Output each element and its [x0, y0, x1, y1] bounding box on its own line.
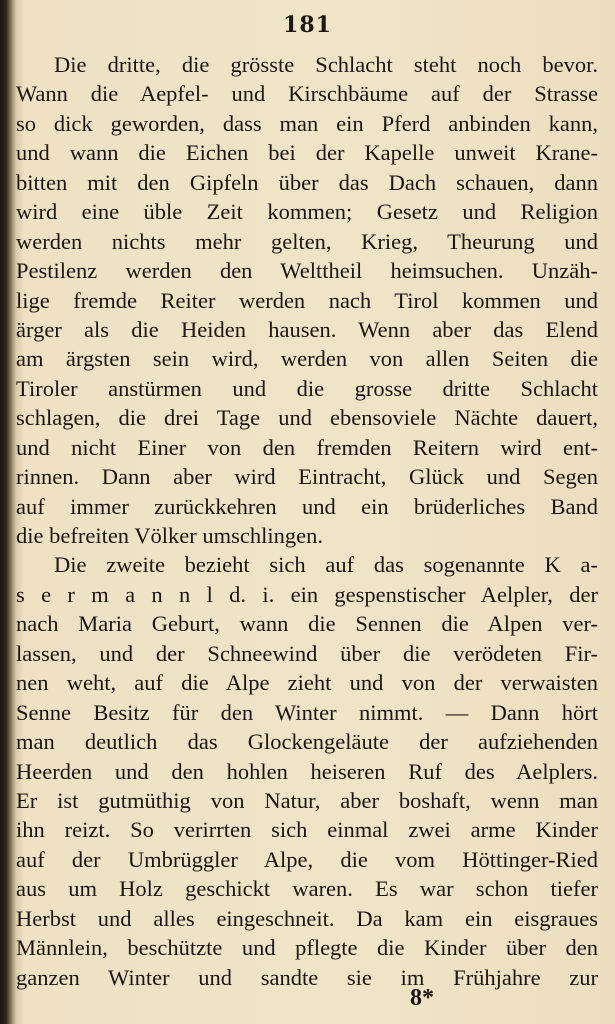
text-line: ganzen Winter und sandte sie im Frühjahre zur	[16, 964, 598, 990]
body-text	[16, 50, 598, 992]
text-line: rinnen. Dann aber wird Eintracht, Glück und Segen	[16, 464, 598, 490]
catchword: 8*	[410, 985, 434, 1011]
text-line: so dick geworden, dass man ein Pferd anbinden kann,	[16, 110, 598, 136]
text-line: s e r m a n n l d. i. ein gespenstischer Aelpler, der	[16, 581, 598, 607]
text-line: nen weht, auf die Alpe zieht und von der verwaisten	[16, 670, 598, 696]
text-line: Männlein, beschützte und pflegte die Kinder über den	[16, 935, 598, 961]
text-line: Er ist gutmüthig von Natur, aber boshaft, wenn man	[16, 787, 598, 813]
text-line: schlagen, die drei Tage und ebensoviele Nächte dauert,	[16, 405, 598, 431]
text-line: Herbst und alles eingeschneit. Da kam ein eisgraues	[16, 905, 598, 931]
text-line: wird eine üble Zeit kommen; Gesetz und Religion	[16, 199, 598, 225]
text-line: bitten mit den Gipfeln über das Dach schauen, dann	[16, 169, 598, 195]
text-line: aus um Holz geschickt waren. Es war schon tiefer	[16, 876, 598, 902]
text-line: auf der Umbrüggler Alpe, die vom Höttinger-Ried	[16, 846, 598, 872]
text-line: Pestilenz werden den Welttheil heimsuchen. Unzäh-	[16, 258, 598, 284]
text-line: Die dritte, die grösste Schlacht steht noch bevor.	[54, 52, 598, 77]
text-line: und nicht Einer von den fremden Reitern wird ent-	[16, 434, 598, 460]
text-line: am ärgsten sein wird, werden von allen Seiten die	[16, 346, 598, 372]
text-line: ärger als die Heiden hausen. Wenn aber das Elend	[16, 316, 598, 342]
text-line: lige fremde Reiter werden nach Tirol kommen und	[16, 287, 598, 313]
text-line: und wann die Eichen bei der Kapelle unweit Krane-	[16, 140, 598, 166]
page-number: 181	[283, 12, 332, 38]
text-line: lassen, und der Schneewind über die verödeten Fir-	[16, 640, 598, 666]
text-line: die befreiten Völker umschlingen.	[16, 523, 323, 548]
text-line: auf immer zurückkehren und ein brüderliches Band	[16, 493, 598, 519]
text-line: Heerden und den hohlen heiseren Ruf des Aelplers.	[16, 758, 598, 784]
text-line: Die zweite bezieht sich auf das sogenannte K a-	[54, 552, 598, 578]
text-line: Tiroler anstürmen und die grosse dritte Schlacht	[16, 375, 598, 401]
text-line: ihn reizt. So verirrten sich einmal zwei arme Kinder	[16, 817, 598, 843]
text-line: Senne Besitz für den Winter nimmt. — Dann hört	[16, 699, 598, 725]
text-line: Wann die Aepfel- und Kirschbäume auf der Strasse	[16, 81, 598, 107]
text-line: nach Maria Geburt, wann die Sennen die Alpen ver-	[16, 611, 598, 637]
text-line: werden nichts mehr gelten, Krieg, Theurung und	[16, 228, 598, 254]
text-line: man deutlich das Glockengeläute der aufziehenden	[16, 729, 598, 755]
